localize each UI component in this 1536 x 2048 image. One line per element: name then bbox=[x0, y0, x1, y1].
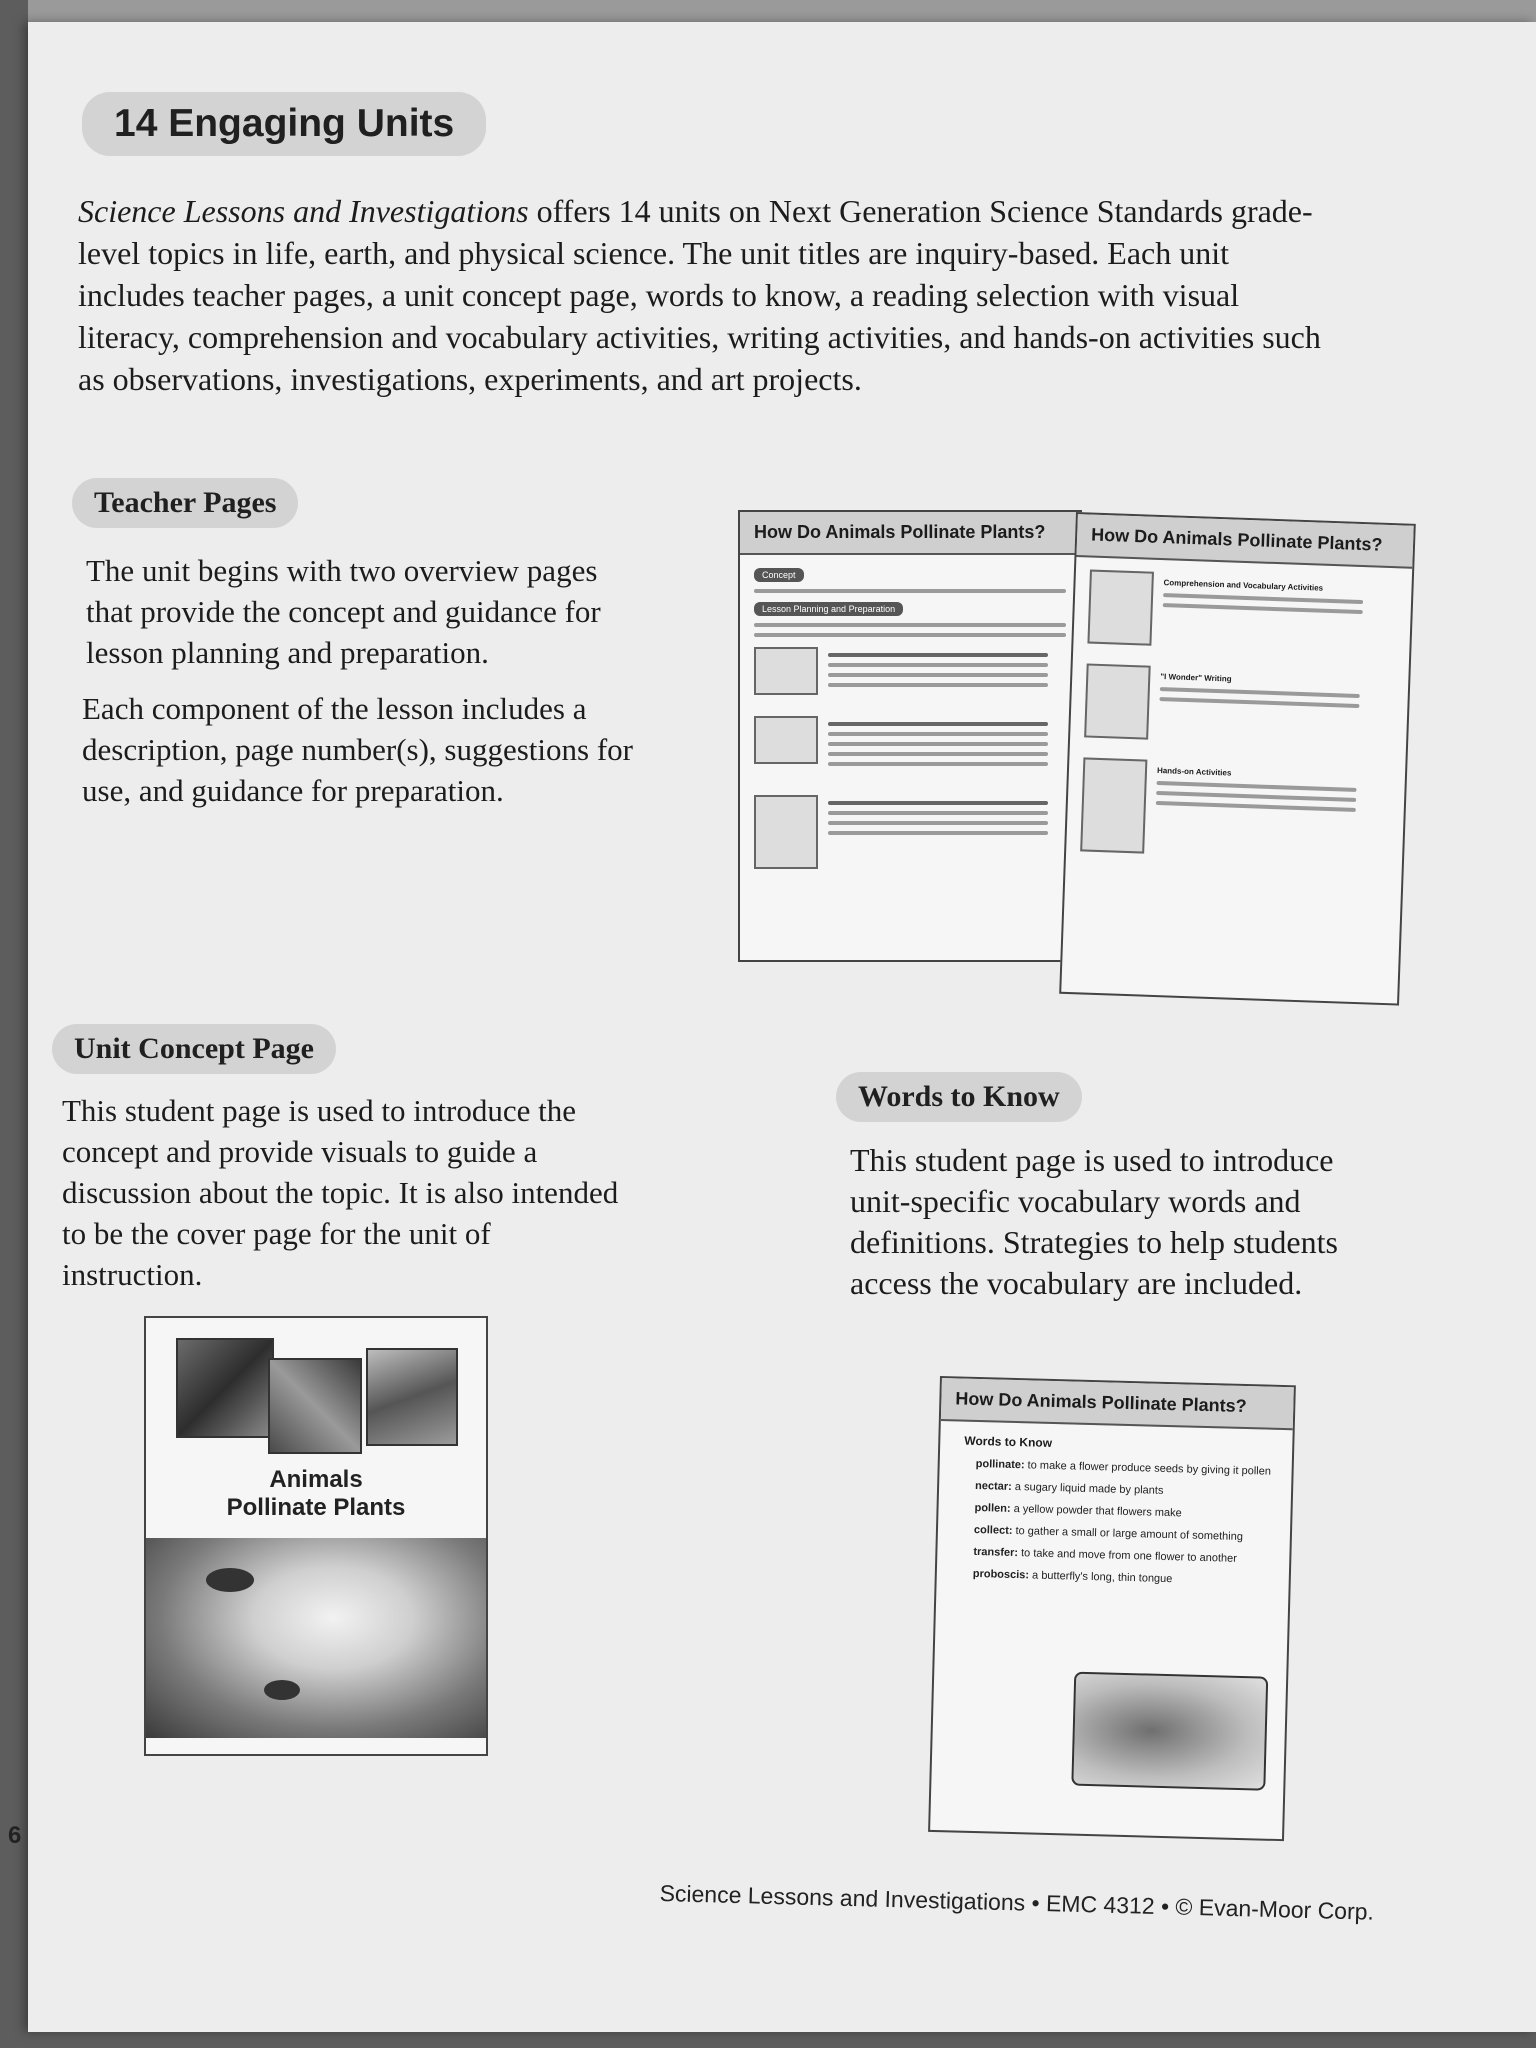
words-to-know-label: Words to Know bbox=[836, 1072, 1082, 1122]
words-to-know-thumbnail bbox=[928, 1376, 1296, 1841]
comprehension-page-miniature bbox=[1087, 570, 1154, 646]
lesson-planning-tag: Lesson Planning and Preparation bbox=[754, 602, 903, 616]
bee-icon-2 bbox=[264, 1680, 300, 1700]
cover-photo-1 bbox=[176, 1338, 274, 1438]
concept-tag: Concept bbox=[754, 568, 804, 582]
cover-photo-2 bbox=[268, 1358, 362, 1454]
wtk-word-row: pollinate: to make a flower produce seeds by giving it pollen bbox=[975, 1457, 1272, 1478]
intro-paragraph: Science Lessons and Investigations offers 14 units on Next Generation Science Standards grade-level topics in life, earth, and physical science. The unit titles are inquiry-based. Each unit includes teacher pages, a unit concept page, words to know, a reading selection with visual literacy, comprehension and vocabulary activities, writing activities, and hands-on activities such as observations, investigations, experiments, and art projects. bbox=[78, 193, 1321, 397]
page-footer: Science Lessons and Investigations • EMC 4312 • © Evan-Moor Corp. bbox=[659, 1880, 1375, 1925]
writing-page-miniature bbox=[1084, 663, 1151, 739]
concept-page-miniature bbox=[754, 647, 818, 695]
teacher-pages-text-2: Each component of the lesson includes a description, page number(s), suggestions for use, and guidance for preparation. bbox=[82, 691, 633, 808]
concept-cover-thumbnail bbox=[144, 1316, 488, 1756]
teacher-page-right-thumbnail bbox=[1059, 512, 1416, 1006]
page-heading: 14 Engaging Units bbox=[82, 92, 486, 156]
teacher-left-title: How Do Animals Pollinate Plants? bbox=[740, 512, 1080, 555]
hands-on-page-miniature bbox=[1080, 757, 1147, 853]
wtk-subtitle: Words to Know bbox=[964, 1433, 1053, 1450]
bee-icon bbox=[206, 1568, 254, 1592]
wtk-word-row: transfer: to take and move from one flower to another bbox=[973, 1545, 1238, 1565]
writing-section-label: "I Wonder" Writing bbox=[1160, 672, 1232, 684]
teacher-pages-text-1: The unit begins with two overview pages that provide the concept and guidance for lesson planning and preparation. bbox=[86, 553, 601, 670]
wtk-word-row: nectar: a sugary liquid made by plants bbox=[974, 1479, 1164, 1497]
cover-photo-3 bbox=[366, 1348, 458, 1446]
butterfly-photo bbox=[1071, 1672, 1268, 1791]
wtk-word-row: collect: to gather a small or large amount of something bbox=[973, 1523, 1244, 1543]
unit-concept-label: Unit Concept Page bbox=[52, 1024, 336, 1074]
page-number: 6 bbox=[8, 1822, 22, 1849]
cover-bee-photo bbox=[146, 1538, 486, 1738]
reading-page-miniature bbox=[754, 795, 818, 869]
cover-title: Animals Pollinate Plants bbox=[226, 1466, 406, 1521]
page-top-edge bbox=[28, 0, 1536, 22]
wtk-title: How Do Animals Pollinate Plants? bbox=[941, 1378, 1294, 1430]
teacher-page-left-thumbnail bbox=[738, 510, 1082, 962]
words-page-miniature bbox=[754, 716, 818, 764]
unit-concept-text: This student page is used to introduce the concept and provide visuals to guide a discussion about the topic. It is also intended to be the cover page for the unit of instruction. bbox=[62, 1093, 619, 1292]
teacher-right-title: How Do Animals Pollinate Plants? bbox=[1076, 514, 1413, 569]
wtk-word-row: pollen: a yellow powder that flowers make bbox=[974, 1501, 1182, 1520]
words-to-know-text: This student page is used to introduce unit-specific vocabulary words and definitions. Strategies to help students access the vocabulary are included. bbox=[850, 1142, 1338, 1301]
hands-on-section-label: Hands-on Activities bbox=[1156, 765, 1232, 778]
teacher-pages-label: Teacher Pages bbox=[72, 478, 298, 528]
comprehension-section-label: Comprehension and Vocabulary Activities bbox=[1163, 578, 1324, 593]
wtk-word-row: proboscis: a butterfly's long, thin tongue bbox=[972, 1567, 1173, 1586]
